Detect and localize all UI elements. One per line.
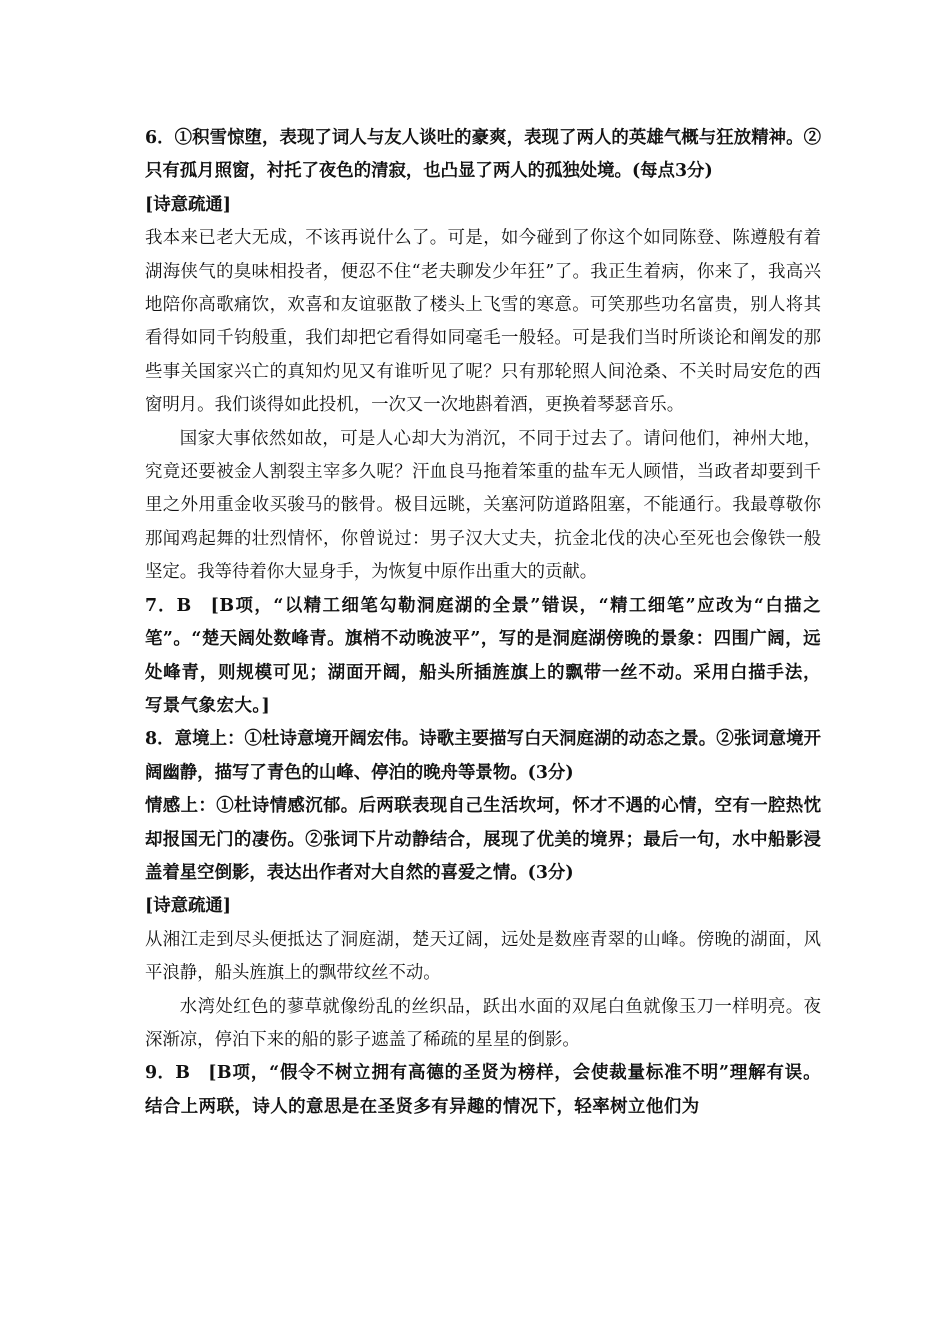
q8-translation-para-1: 从湘江走到尽头便抵达了洞庭湖，楚天辽阔，远处是数座青翠的山峰。傍晚的湖面，风平浪静，船头旌旗上的飘带纹丝不动。 <box>145 929 821 984</box>
q9-answer <box>145 1057 821 1124</box>
q6-poem-heading: [诗意疏通] <box>145 194 232 215</box>
q6-answer: 6．①积雪惊堕，表现了词人与友人谈吐的豪爽，表现了两人的英雄气概与狂放精神。②只有孤月照窗，衬托了夜色的清寂，也凸显了两人的孤独处境。(每点3分) <box>145 128 821 182</box>
q7-answer <box>145 590 821 724</box>
q8-answer-artistic-conception: 8．意境上：①杜诗意境开阔宏伟。诗歌主要描写白天洞庭湖的动态之景。②张词意境开阔幽静，描写了青色的山峰、停泊的晚舟等景物。(3分) <box>145 729 821 783</box>
q9-explanation: [B项，“假令不树立拥有高德的圣贤为榜样，会使裁量标准不明”理解有误。结合上两联，诗人的意思是在圣贤多有异趣的情况下，轻率树立他们为 <box>145 1063 821 1117</box>
q9-answer-number: 9．B <box>145 1063 190 1084</box>
q8-translation-para-2: 水湾处红色的蓼草就像纷乱的丝织品，跃出水面的双尾白鱼就像玉刀一样明亮。夜深渐凉，停泊下来的船的影子遮盖了稀疏的星星的倒影。 <box>145 996 821 1050</box>
q7-explanation: [B项，“以精工细笔勾勒洞庭湖的全景”错误，“精工细笔”应改为“白描之笔”。“楚天阔处数峰青。旗梢不动晚波平”，写的是洞庭湖傍晚的景象：四围广阔，远处峰青，则规模可见；湖面开阔，船头所插旌旗上的飘带一丝不动。采用白描手法，写景气象宏大。] <box>145 595 821 716</box>
q6-translation-para-1: 我本来已老大无成，不该再说什么了。可是，如今碰到了你这个如同陈登、陈遵般有着湖海侠气的臭味相投者，便忍不住“老夫聊发少年狂”了。我正生着病，你来了，我高兴地陪你高歌痛饮，欢喜和友谊驱散了楼头上飞雪的寒意。可笑那些功名富贵，别人将其看得如同千钧般重，我们却把它看得如同毫毛一般轻。可是我们当时所谈论和阐发的那些事关国家兴亡的真知灼见又有谁听见了呢？只有那轮照人间沧桑、不关时局安危的西窗明月。我们谈得如此投机，一次又一次地斟着酒，更换着琴瑟音乐。 <box>145 228 821 416</box>
q6-translation-para-2: 国家大事依然如故，可是人心却大为消沉，不同于过去了。请问他们，神州大地，究竟还要被金人割裂主宰多久呢？汗血良马拖着笨重的盐车无人顾惜，当政者却要到千里之外用重金收买骏马的骸骨。极目远眺，关塞河防道路阻塞，不能通行。我最尊敬你那闻鸡起舞的壮烈情怀，你曾说过：男子汉大丈夫，抗金北伐的决心至死也会像铁一般坚定。我等待着你大显身手，为恢复中原作出重大的贡献。 <box>145 428 821 583</box>
q8-poem-heading: [诗意疏通] <box>145 896 232 917</box>
q7-answer-number: 7．B <box>145 595 192 616</box>
q8-answer-emotion: 情感上：①杜诗情感沉郁。后两联表现自己生活坎坷，怀才不遇的心情，空有一腔热忱却报国无门的凄伤。②张词下片动静结合，展现了优美的境界；最后一句，水中船影浸盖着星空倒影，表达出作者对大自然的喜爱之情。(3分) <box>145 796 821 883</box>
answer-page <box>145 122 821 1124</box>
